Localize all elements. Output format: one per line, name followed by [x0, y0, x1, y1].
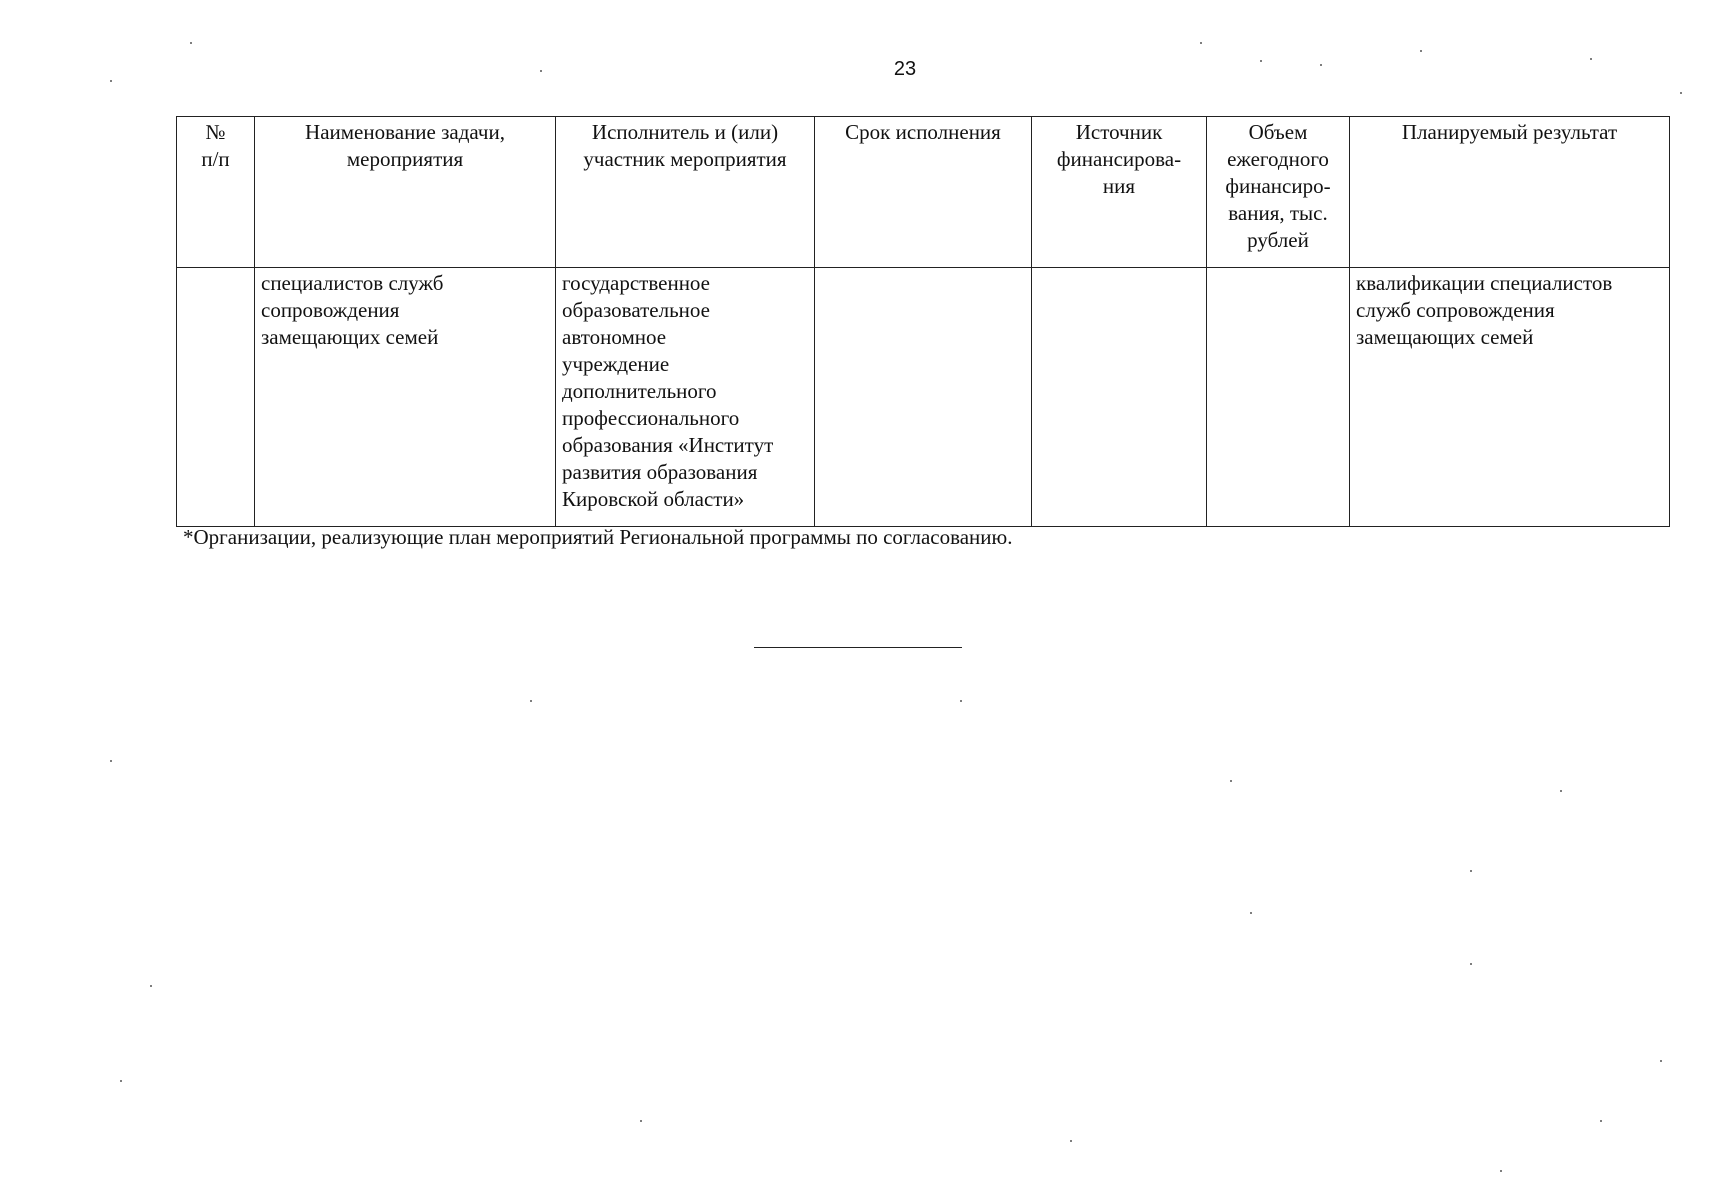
table-header-row: [177, 117, 1670, 268]
page-number: 23: [893, 58, 917, 80]
cell-task-name: специалистов служб сопровождения замещающих семей: [255, 268, 556, 527]
header-task-name: Наименование задачи, мероприятия: [255, 117, 556, 268]
cell-annual-funding: [1207, 268, 1350, 527]
cell-deadline: [815, 268, 1032, 527]
cell-number: [177, 268, 255, 527]
header-planned-result: Планируемый результат: [1350, 117, 1670, 268]
header-executor: Исполнитель и (или) участник мероприятия: [556, 117, 815, 268]
header-deadline: Срок исполнения: [815, 117, 1032, 268]
closing-rule: [754, 647, 962, 648]
action-plan-table: [176, 116, 1670, 527]
cell-funding-source: [1032, 268, 1207, 527]
table-row: [177, 268, 1670, 527]
footnote: *Организации, реализующие план мероприятий Региональной программы по согласованию.: [183, 525, 1013, 549]
cell-executor: государственное образовательное автономное учреждение дополнительного профессионального образования «Институт развития образования Кировской области»: [556, 268, 815, 527]
header-annual-funding: Объем ежегодного финансиро- вания, тыс. рублей: [1207, 117, 1350, 268]
header-number: № п/п: [177, 117, 255, 268]
cell-planned-result: квалификации специалистов служб сопровождения замещающих семей: [1350, 268, 1670, 527]
header-funding-source: Источник финансирова- ния: [1032, 117, 1207, 268]
